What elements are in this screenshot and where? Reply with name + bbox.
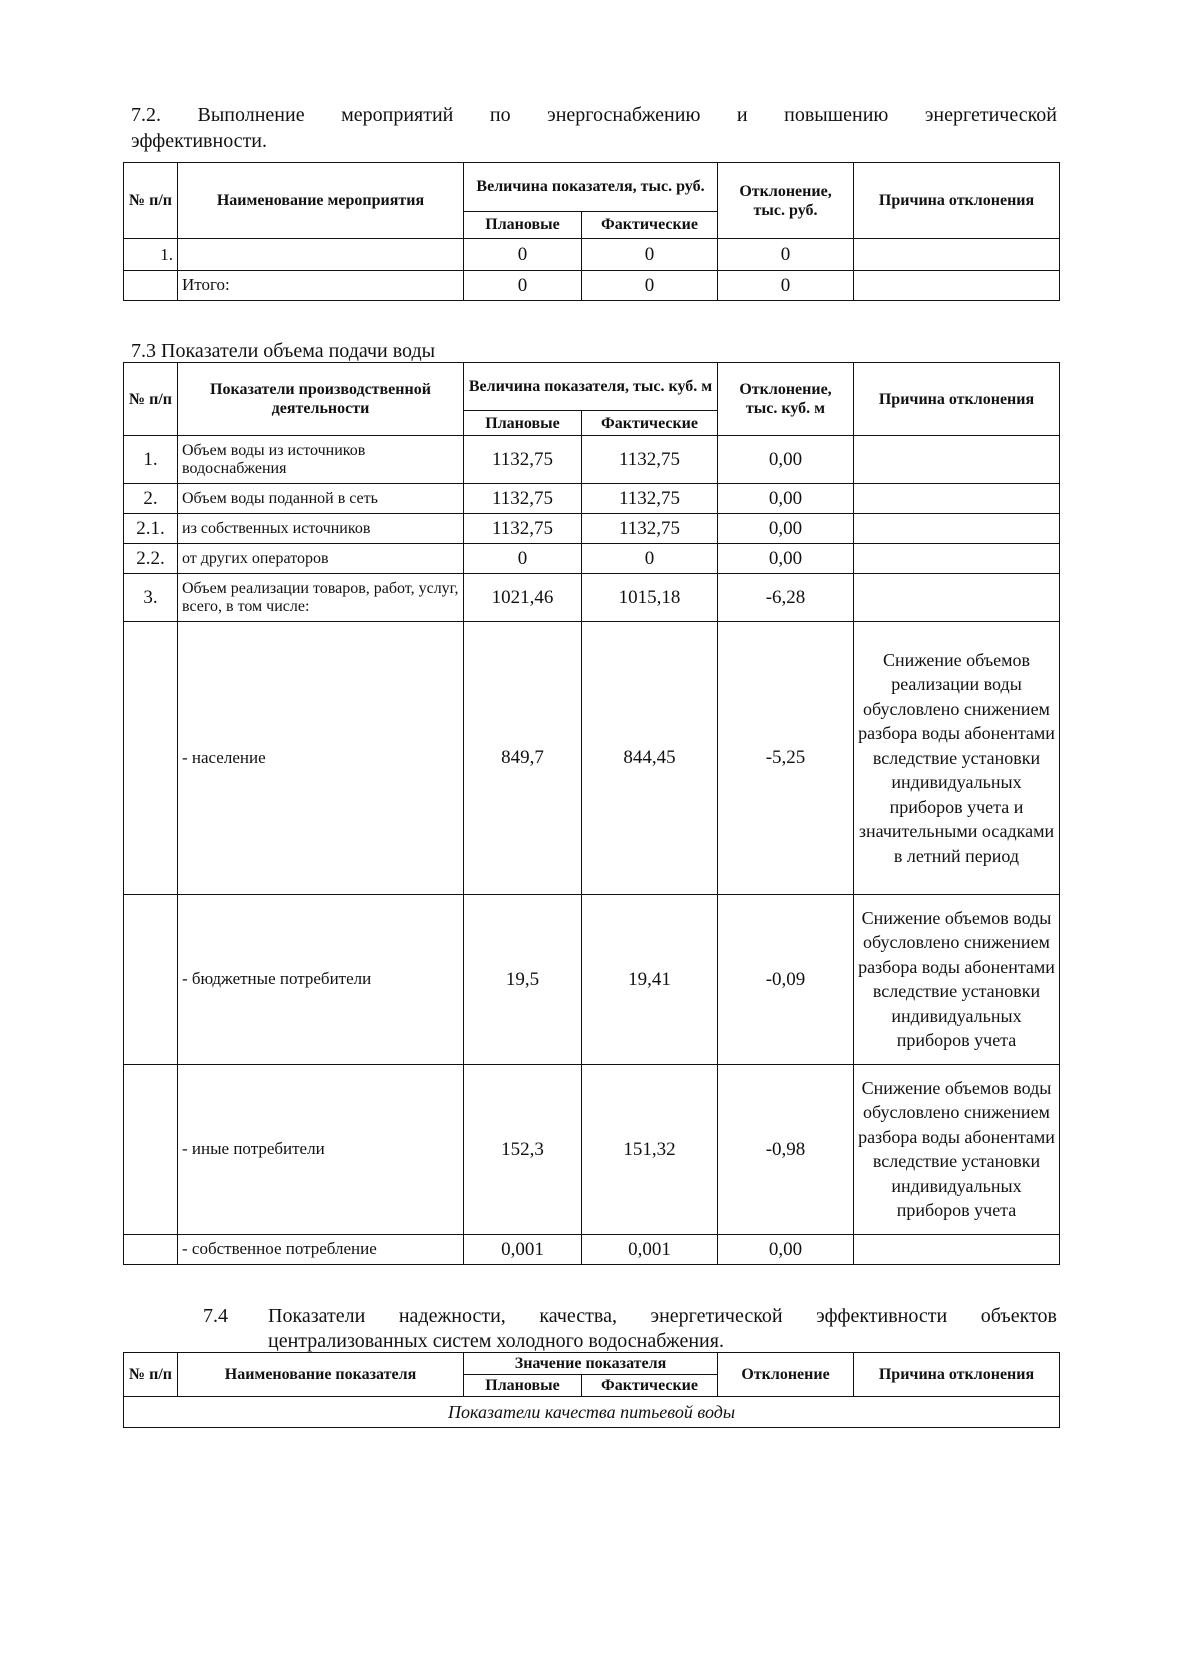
row-plan: 849,7: [464, 622, 582, 894]
table-row: [124, 1064, 1060, 1234]
row-reason: [854, 436, 1060, 484]
row-name: из собственных источников: [178, 514, 464, 544]
col-plan-header: Плановые: [464, 411, 582, 436]
row-reason: Снижение объемов реализации воды обусловлено снижением разбора воды абонентами вследствие установки индивидуальных приборов учета и значительными осадками в летний период: [854, 622, 1060, 894]
col-reason-header: Причина отклонения: [854, 1353, 1060, 1397]
section-7-4-heading-cont: централизованных систем холодного водоснабжения.: [268, 1330, 724, 1352]
row-deviation: 0,00: [718, 436, 854, 484]
col-fact-header: Фактические: [582, 211, 718, 238]
col-deviation-header: Отклонение: [718, 1353, 854, 1397]
row-reason: [854, 484, 1060, 514]
row-num: 2.: [124, 484, 178, 514]
table-row: [124, 239, 1060, 270]
col-reason-header: Причина отклонения: [854, 363, 1060, 436]
row-deviation: -0,09: [718, 894, 854, 1064]
row-num: [124, 270, 178, 300]
section-7-4-heading: Показатели надежности, качества, энергетической эффективности объектов: [268, 1305, 1057, 1327]
row-reason: [854, 239, 1060, 270]
row-num: 1.: [124, 436, 178, 484]
subheader-drinking-water-quality: Показатели качества питьевой воды: [124, 1397, 1060, 1428]
table-row: [124, 436, 1060, 484]
row-reason: [854, 574, 1060, 622]
col-name-header: Показатели производственной деятельности: [178, 363, 464, 436]
col-num-header: № п/п: [124, 1353, 178, 1397]
col-name-header: Наименование показателя: [178, 1353, 464, 1397]
row-fact: 1132,75: [582, 514, 718, 544]
row-plan: 0,001: [464, 1234, 582, 1264]
row-fact: 0: [582, 544, 718, 574]
row-plan: 1021,46: [464, 574, 582, 622]
table-energy-measures: [123, 162, 1060, 301]
table-row: [124, 622, 1060, 894]
row-reason: Снижение объемов воды обусловлено снижением разбора воды абонентами вследствие установки индивидуальных приборов учета: [854, 1064, 1060, 1234]
row-fact: 0,001: [582, 1234, 718, 1264]
table-reliability-indicators: [123, 1352, 1060, 1428]
row-deviation: -6,28: [718, 574, 854, 622]
row-name: - иные потребители: [178, 1064, 464, 1234]
row-deviation: 0: [718, 239, 854, 270]
row-num: [124, 894, 178, 1064]
section-7-4-heading-num: 7.4: [203, 1305, 228, 1327]
row-plan: 0: [464, 270, 582, 300]
table-subheader-row: [124, 1397, 1060, 1428]
row-plan: 0: [464, 239, 582, 270]
row-num: 2.1.: [124, 514, 178, 544]
row-plan: 152,3: [464, 1064, 582, 1234]
table-row: [124, 484, 1060, 514]
row-name: Объем воды из источников водоснабжения: [178, 436, 464, 484]
row-fact: 151,32: [582, 1064, 718, 1234]
row-num: [124, 1234, 178, 1264]
row-plan: 0: [464, 544, 582, 574]
row-reason: [854, 544, 1060, 574]
section-7-3-heading: 7.3 Показатели объема подачи воды: [131, 340, 436, 362]
row-name: Объем реализации товаров, работ, услуг, всего, в том числе:: [178, 574, 464, 622]
section-7-2-heading-cont: эффективности.: [131, 130, 268, 152]
col-reason-header: Причина отклонения: [854, 163, 1060, 239]
col-value-header: Значение показателя: [464, 1353, 718, 1375]
row-plan: 1132,75: [464, 436, 582, 484]
col-deviation-header: Отклонение, тыс. руб.: [718, 163, 854, 239]
table-row: [124, 1234, 1060, 1264]
row-deviation: 0: [718, 270, 854, 300]
row-num: 2.2.: [124, 544, 178, 574]
row-num: 1.: [124, 239, 178, 270]
row-deviation: 0,00: [718, 544, 854, 574]
row-name: - население: [178, 622, 464, 894]
row-fact: 19,41: [582, 894, 718, 1064]
col-num-header: № п/п: [124, 163, 178, 239]
table-water-supply: [123, 362, 1060, 1265]
row-plan: 19,5: [464, 894, 582, 1064]
row-name: от других операторов: [178, 544, 464, 574]
row-name: Итого:: [178, 270, 464, 300]
col-fact-header: Фактические: [582, 411, 718, 436]
row-name: [178, 239, 464, 270]
row-plan: 1132,75: [464, 514, 582, 544]
row-deviation: -5,25: [718, 622, 854, 894]
row-reason: [854, 270, 1060, 300]
col-value-header: Величина показателя, тыс. куб. м: [464, 363, 718, 411]
section-7-2-heading: 7.2. Выполнение мероприятий по энергоснабжению и повышению энергетической: [131, 104, 1057, 126]
row-fact: 0: [582, 239, 718, 270]
row-fact: 1132,75: [582, 436, 718, 484]
row-deviation: 0,00: [718, 484, 854, 514]
table-row: [124, 574, 1060, 622]
row-num: 3.: [124, 574, 178, 622]
row-deviation: -0,98: [718, 1064, 854, 1234]
col-plan-header: Плановые: [464, 211, 582, 238]
row-name: - бюджетные потребители: [178, 894, 464, 1064]
col-fact-header: Фактические: [582, 1375, 718, 1397]
row-reason: [854, 1234, 1060, 1264]
table-row: [124, 894, 1060, 1064]
row-deviation: 0,00: [718, 1234, 854, 1264]
col-plan-header: Плановые: [464, 1375, 582, 1397]
row-reason: [854, 514, 1060, 544]
row-fact: 1132,75: [582, 484, 718, 514]
col-num-header: № п/п: [124, 363, 178, 436]
col-name-header: Наименование мероприятия: [178, 163, 464, 239]
row-fact: 1015,18: [582, 574, 718, 622]
row-name: Объем воды поданной в сеть: [178, 484, 464, 514]
table-row: [124, 514, 1060, 544]
row-deviation: 0,00: [718, 514, 854, 544]
table-row: [124, 544, 1060, 574]
col-value-header: Величина показателя, тыс. руб.: [464, 163, 718, 212]
col-deviation-header: Отклонение, тыс. куб. м: [718, 363, 854, 436]
row-num: [124, 1064, 178, 1234]
table-row-total: [124, 270, 1060, 300]
row-reason: Снижение объемов воды обусловлено снижением разбора воды абонентами вследствие установки индивидуальных приборов учета: [854, 894, 1060, 1064]
row-fact: 0: [582, 270, 718, 300]
row-fact: 844,45: [582, 622, 718, 894]
row-num: [124, 622, 178, 894]
row-plan: 1132,75: [464, 484, 582, 514]
row-name: - собственное потребление: [178, 1234, 464, 1264]
